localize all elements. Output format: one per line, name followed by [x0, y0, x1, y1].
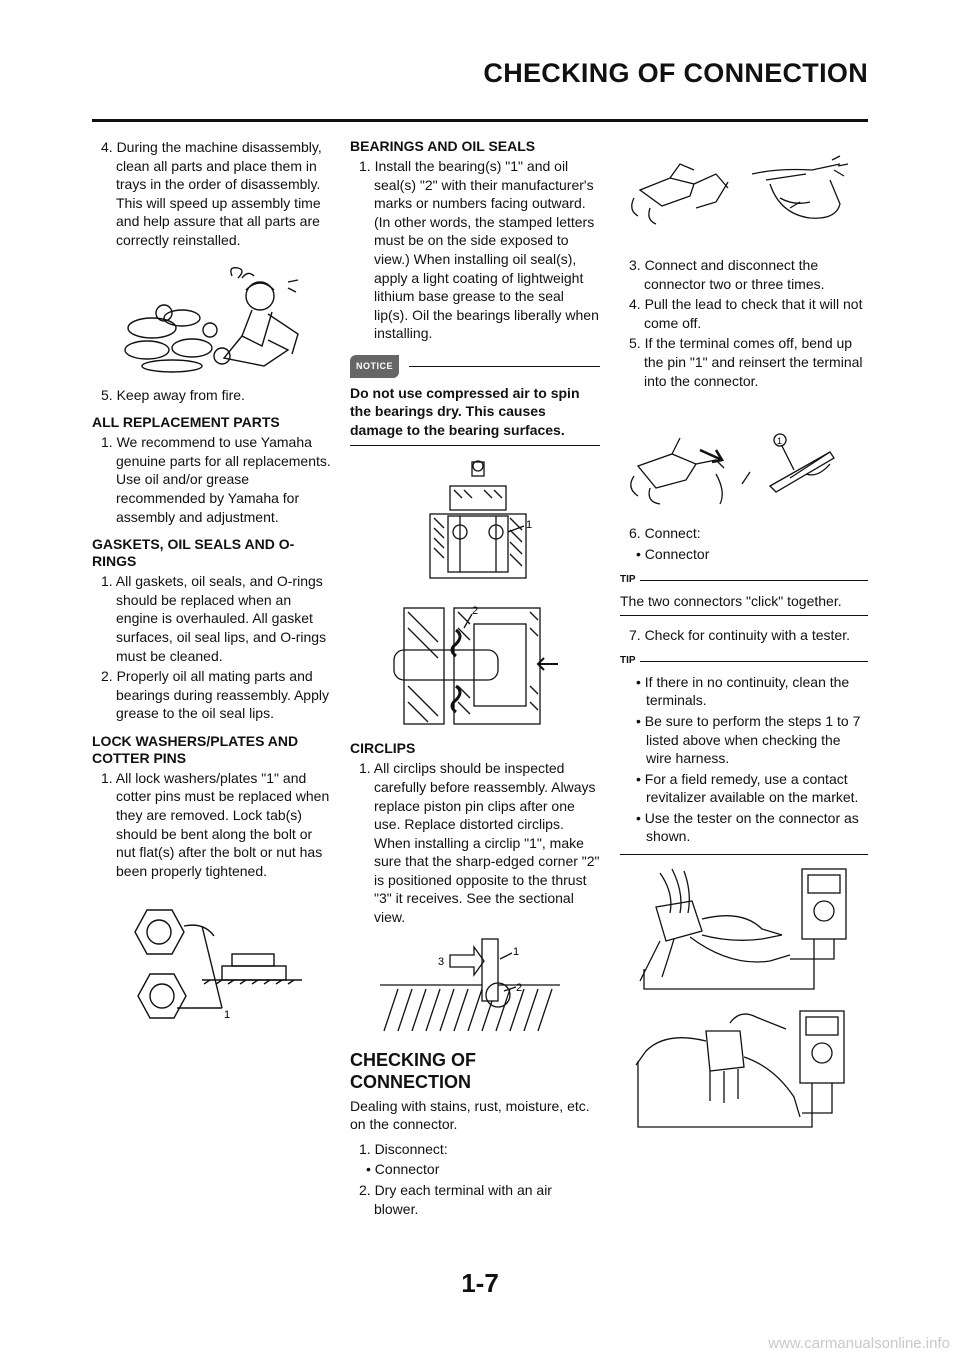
step-7-continuity: 7. Check for continuity with a tester. [629, 626, 850, 643]
circlip-section-illustration [370, 935, 600, 1035]
step-5-bend-pin: 5. If the terminal comes off, bend up the pin "1" and reinsert the terminal into the connector. [629, 335, 863, 389]
pin-reinsert-illustration [620, 426, 868, 516]
lock-washer-illustration [92, 896, 332, 1026]
checking-step-2: 2. Dry each terminal with an air blower. [359, 1182, 552, 1217]
page-title: CHECKING OF CONNECTION [483, 58, 868, 88]
notice-text: Do not use compressed air to spin the bearings dry. This causes damage to the bearing surfaces. [350, 384, 580, 438]
air-blower-illustration [620, 138, 868, 248]
bearing-install-illustration [420, 456, 600, 594]
tip-2-rule [620, 854, 868, 855]
notice-badge: NOTICE [350, 355, 399, 378]
step-4-pull-lead: 4. Pull the lead to check that it will not come off. [629, 296, 863, 331]
pin-label: 1 [777, 436, 783, 447]
tip-2-item-4: • Use the tester on the connector as shown. [636, 809, 859, 845]
tip-2-item-2: • Be sure to perform the steps 1 to 7 listed above when checking the wire harness. [636, 712, 861, 767]
heading-circlips: CIRCLIPS [350, 740, 416, 757]
step-5-fire: 5. Keep away from fire. [101, 386, 245, 403]
header-rule [92, 119, 868, 122]
circlip-label-1: 1 [513, 945, 520, 958]
circlip-label-2: 2 [516, 981, 523, 994]
lock-washer-label: 1 [224, 1009, 231, 1022]
tip-2-item-1: • If there in no continuity, clean the terminals. [636, 673, 850, 709]
heading-replacement-parts: ALL REPLACEMENT PARTS [92, 414, 280, 431]
tip-1-rule [620, 615, 868, 616]
circlips-step-1: 1. All circlips should be inspected carefully before reassembly. Always replace piston pin clips after one use. Replace distorted circlips. When installing a circlip "1", make sure that the sharp-edged corner "2" is positioned opposite to the thrust "3" it receives. See the sectional view. [359, 760, 600, 926]
disassembly-illustration [92, 258, 332, 378]
step-3-connect: 3. Connect and disconnect the connector two or three times. [629, 257, 825, 292]
tester-illustration-1 [620, 863, 868, 993]
tip-2-header [620, 652, 868, 671]
heading-gaskets: GASKETS, OIL SEALS AND O-RINGS [92, 536, 295, 570]
tip-1-label: TIP [620, 574, 636, 586]
tip-2-label: TIP [620, 655, 636, 667]
gaskets-step-2: 2. Properly oil all mating parts and bearings during reassembly. Apply grease to the oil seal lips. [101, 668, 329, 722]
column-left [92, 138, 332, 1034]
heading-checking-connection: CHECKING OF CONNECTION [350, 1049, 476, 1092]
page-number: 1-7 [461, 1268, 499, 1298]
watermark: www.carmanualsonline.info [768, 1335, 950, 1352]
tip-1-header [620, 571, 868, 590]
column-middle [350, 138, 600, 1220]
checking-step-1-item: • Connector [366, 1161, 440, 1178]
lock-washers-step-1: 1. All lock washers/plates "1" and cotter pins must be replaced when they are removed. Lock tab(s) should be bent along the bolt or nut flat(s) after the bolt or nut has been properly tightened. [101, 769, 330, 879]
notice-header [350, 355, 600, 378]
tester-illustration-2 [620, 1001, 868, 1131]
tip-2-item-3: • For a field remedy, use a contact revitalizer available on the market. [636, 770, 859, 806]
notice-rule [350, 445, 600, 446]
column-right [620, 138, 868, 1139]
bearings-step-1: 1. Install the bearing(s) "1" and oil seal(s) "2" with their manufacturer's marks or numbers facing outward. (In other words, the stamped letters must be on the side exposed to view.) When installing oil seal(s), apply a light coating of lightweight lithium base grease to the seal lip(s). Oil the bearings liberally when installing. [359, 158, 599, 342]
replacement-step-1: 1. We recommend to use Yamaha genuine parts for all replacements. Use oil and/or grease recommended by Yamaha for assembly and adjustment. [101, 434, 331, 525]
heading-bearings: BEARINGS AND OIL SEALS [350, 138, 536, 154]
heading-lock-washers: LOCK WASHERS/PLATES AND COTTER PINS [92, 732, 299, 766]
step-6-connect: 6. Connect: [629, 525, 701, 542]
checking-step-1: 1. Disconnect: [359, 1140, 448, 1157]
oil-seal-install-illustration [390, 602, 600, 730]
bearing-label: 1 [526, 519, 533, 532]
oil-seal-label: 2 [472, 605, 479, 618]
tip-1-text: The two connectors "click" together. [620, 592, 842, 609]
gaskets-step-1: 1. All gaskets, oil seals, and O-rings should be replaced when an engine is overhauled. All gasket surfaces, oil seal lips, and O-rings must be cleaned. [101, 573, 327, 664]
step-6-item: • Connector [636, 545, 710, 562]
circlip-label-3: 3 [438, 955, 445, 968]
step-4-cleaning: 4. During the machine disassembly, clean all parts and place them in trays in the order of disassembly. This will speed up assembly time and help assure that all parts are correctly reinstalled. [101, 139, 322, 248]
checking-intro: Dealing with stains, rust, moisture, etc. on the connector. [350, 1097, 590, 1133]
